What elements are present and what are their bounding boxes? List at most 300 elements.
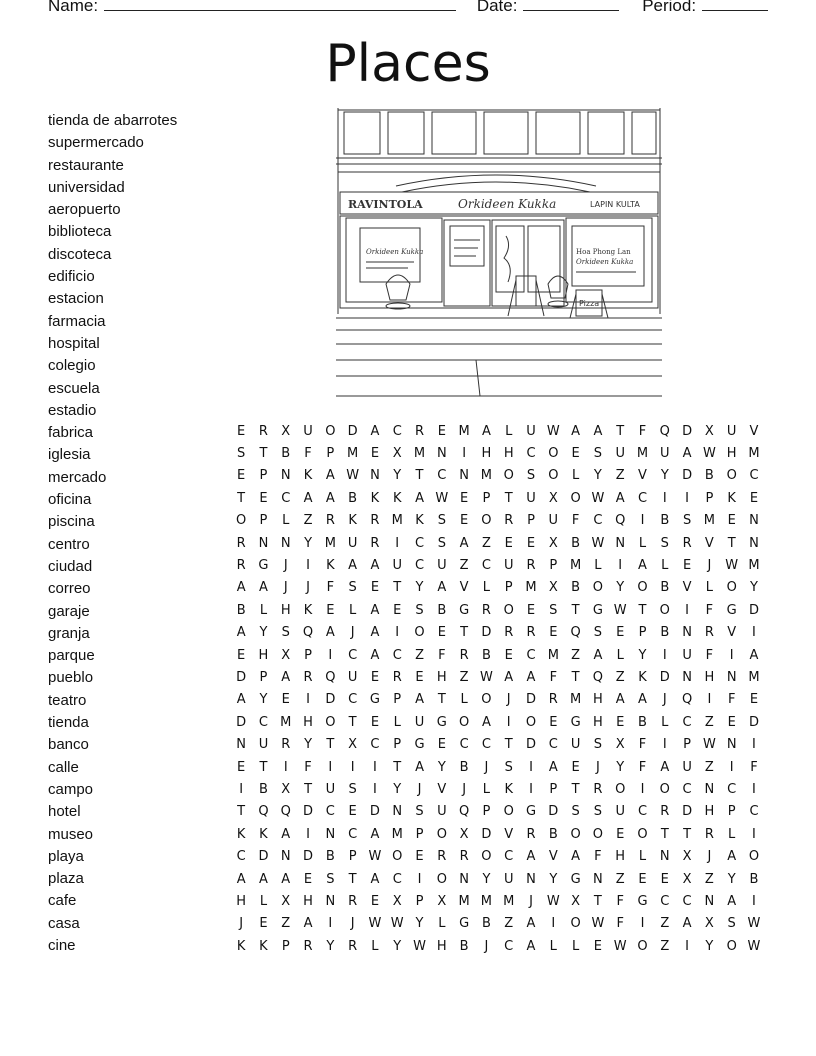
grid-letter-cell[interactable]: N — [615, 535, 626, 551]
grid-letter-cell[interactable]: M — [703, 513, 715, 529]
grid-letter-cell[interactable]: K — [638, 669, 647, 685]
grid-letter-cell[interactable]: G — [637, 893, 648, 909]
grid-letter-cell[interactable]: O — [525, 714, 537, 730]
grid-letter-cell[interactable]: N — [726, 669, 737, 685]
grid-letter-cell[interactable]: I — [395, 535, 400, 551]
grid-letter-cell[interactable]: U — [414, 714, 425, 730]
grid-letter-cell[interactable]: B — [704, 468, 714, 484]
grid-letter-cell[interactable]: M — [347, 446, 359, 462]
grid-letter-cell[interactable]: U — [347, 669, 358, 685]
grid-letter-cell[interactable]: A — [303, 490, 313, 506]
grid-letter-cell[interactable]: X — [548, 535, 558, 551]
grid-letter-cell[interactable]: N — [280, 535, 291, 551]
grid-letter-cell[interactable]: K — [326, 558, 335, 574]
grid-letter-cell[interactable]: D — [748, 602, 759, 618]
grid-letter-cell[interactable]: E — [616, 625, 625, 641]
grid-letter-cell[interactable]: S — [504, 759, 513, 775]
grid-letter-cell[interactable]: S — [593, 446, 603, 462]
grid-letter-cell[interactable]: X — [281, 781, 291, 797]
grid-letter-cell[interactable]: A — [526, 669, 536, 685]
grid-letter-cell[interactable]: I — [685, 602, 689, 618]
grid-letter-cell[interactable]: P — [259, 669, 268, 685]
grid-letter-cell[interactable]: M — [324, 535, 336, 551]
grid-letter-cell[interactable]: I — [306, 826, 310, 842]
grid-letter-cell[interactable]: O — [659, 781, 670, 797]
grid-letter-cell[interactable]: Y — [415, 916, 424, 932]
grid-letter-cell[interactable]: O — [481, 849, 492, 865]
grid-letter-cell[interactable]: A — [682, 916, 692, 932]
grid-letter-cell[interactable]: Z — [704, 871, 714, 887]
grid-letter-cell[interactable]: W — [702, 446, 716, 462]
grid-letter-cell[interactable]: P — [326, 446, 335, 462]
grid-letter-cell[interactable]: J — [707, 558, 712, 574]
grid-letter-cell[interactable]: E — [237, 423, 246, 439]
grid-letter-cell[interactable]: H — [280, 602, 291, 618]
grid-letter-cell[interactable]: S — [526, 468, 536, 484]
grid-letter-cell[interactable]: Z — [504, 916, 514, 932]
grid-letter-cell[interactable]: T — [393, 759, 402, 775]
grid-letter-cell[interactable]: E — [616, 714, 625, 730]
grid-letter-cell[interactable]: H — [593, 714, 603, 730]
grid-letter-cell[interactable]: R — [459, 647, 469, 663]
grid-letter-cell[interactable]: L — [661, 558, 669, 574]
grid-letter-cell[interactable]: O — [325, 714, 336, 730]
grid-letter-cell[interactable]: R — [459, 849, 469, 865]
name-blank-line[interactable] — [104, 0, 456, 11]
grid-letter-cell[interactable]: O — [503, 468, 514, 484]
grid-letter-cell[interactable]: K — [236, 938, 246, 954]
grid-letter-cell[interactable]: B — [638, 714, 647, 730]
grid-letter-cell[interactable]: X — [704, 423, 714, 439]
grid-letter-cell[interactable]: P — [549, 558, 558, 574]
grid-letter-cell[interactable]: B — [459, 938, 469, 954]
grid-letter-cell[interactable]: C — [526, 446, 536, 462]
grid-letter-cell[interactable]: E — [549, 625, 558, 641]
grid-letter-cell[interactable]: A — [638, 558, 647, 574]
grid-letter-cell[interactable]: N — [258, 535, 269, 551]
grid-letter-cell[interactable]: S — [415, 804, 424, 820]
grid-letter-cell[interactable]: O — [503, 804, 514, 820]
grid-letter-cell[interactable]: X — [437, 893, 447, 909]
grid-letter-cell[interactable]: L — [705, 580, 713, 596]
grid-letter-cell[interactable]: K — [415, 513, 424, 529]
grid-letter-cell[interactable]: J — [350, 625, 355, 641]
grid-letter-cell[interactable]: H — [726, 446, 737, 462]
grid-letter-cell[interactable]: A — [370, 602, 380, 618]
grid-letter-cell[interactable]: L — [728, 826, 736, 842]
grid-letter-cell[interactable]: R — [660, 804, 670, 820]
grid-letter-cell[interactable]: O — [436, 871, 447, 887]
grid-letter-cell[interactable]: R — [281, 737, 291, 753]
grid-letter-cell[interactable]: B — [325, 849, 335, 865]
grid-letter-cell[interactable]: Y — [638, 647, 647, 663]
grid-letter-cell[interactable]: S — [682, 513, 692, 529]
grid-letter-cell[interactable]: R — [370, 535, 380, 551]
grid-letter-cell[interactable]: P — [727, 804, 736, 820]
grid-letter-cell[interactable]: Q — [681, 692, 693, 708]
grid-letter-cell[interactable]: L — [505, 423, 513, 439]
grid-letter-cell[interactable]: R — [303, 669, 313, 685]
grid-letter-cell[interactable]: A — [325, 468, 335, 484]
grid-letter-cell[interactable]: N — [436, 446, 447, 462]
grid-letter-cell[interactable]: A — [370, 871, 380, 887]
grid-letter-cell[interactable]: U — [526, 423, 536, 439]
grid-letter-cell[interactable]: C — [660, 893, 670, 909]
grid-letter-cell[interactable]: A — [660, 759, 670, 775]
grid-letter-cell[interactable]: P — [281, 938, 290, 954]
grid-letter-cell[interactable]: S — [593, 804, 603, 820]
grid-letter-cell[interactable]: J — [283, 580, 288, 596]
grid-letter-cell[interactable]: X — [281, 893, 291, 909]
grid-letter-cell[interactable]: Z — [415, 647, 424, 663]
grid-letter-cell[interactable]: M — [280, 714, 292, 730]
grid-letter-cell[interactable]: Z — [704, 714, 714, 730]
grid-letter-cell[interactable]: L — [259, 893, 268, 909]
grid-letter-cell[interactable]: O — [570, 826, 581, 842]
grid-letter-cell[interactable]: O — [481, 513, 492, 529]
grid-letter-cell[interactable]: N — [325, 826, 336, 842]
grid-letter-cell[interactable]: I — [462, 446, 467, 462]
grid-letter-cell[interactable]: E — [303, 871, 313, 887]
grid-letter-cell[interactable]: C — [348, 692, 358, 708]
grid-letter-cell[interactable]: F — [438, 647, 446, 663]
grid-letter-cell[interactable]: M — [569, 558, 582, 574]
grid-letter-cell[interactable]: O — [459, 714, 470, 730]
grid-letter-cell[interactable]: R — [526, 826, 536, 842]
grid-letter-cell[interactable]: T — [571, 781, 580, 797]
grid-letter-cell[interactable]: F — [549, 669, 558, 685]
grid-letter-cell[interactable]: C — [348, 826, 358, 842]
grid-letter-cell[interactable]: R — [348, 893, 358, 909]
grid-letter-cell[interactable]: L — [594, 558, 602, 574]
grid-letter-cell[interactable]: I — [752, 826, 756, 842]
grid-letter-cell[interactable]: X — [281, 647, 291, 663]
grid-letter-cell[interactable]: F — [326, 580, 335, 596]
grid-letter-cell[interactable]: S — [727, 916, 736, 932]
grid-letter-cell[interactable]: D — [236, 714, 247, 730]
grid-letter-cell[interactable]: A — [437, 580, 447, 596]
grid-letter-cell[interactable]: Q — [570, 625, 581, 641]
grid-letter-cell[interactable]: G — [570, 714, 581, 730]
grid-letter-cell[interactable]: O — [726, 938, 737, 954]
grid-letter-cell[interactable]: V — [504, 826, 514, 842]
grid-letter-cell[interactable]: P — [638, 625, 647, 641]
grid-letter-cell[interactable]: E — [660, 871, 669, 887]
grid-letter-cell[interactable]: H — [303, 893, 313, 909]
grid-letter-cell[interactable]: P — [683, 737, 691, 753]
grid-letter-cell[interactable]: F — [594, 849, 602, 865]
grid-letter-cell[interactable]: G — [414, 737, 425, 753]
grid-letter-cell[interactable]: D — [347, 423, 358, 439]
grid-letter-cell[interactable]: Q — [325, 669, 336, 685]
grid-letter-cell[interactable]: Y — [393, 781, 402, 797]
grid-letter-cell[interactable]: N — [392, 804, 403, 820]
grid-letter-cell[interactable]: M — [636, 446, 649, 462]
grid-letter-cell[interactable]: A — [571, 423, 581, 439]
grid-letter-cell[interactable]: U — [660, 446, 670, 462]
grid-letter-cell[interactable]: F — [638, 759, 647, 775]
grid-letter-cell[interactable]: I — [395, 625, 400, 641]
grid-letter-cell[interactable]: U — [392, 558, 402, 574]
grid-letter-cell[interactable]: B — [571, 535, 581, 551]
grid-letter-cell[interactable]: S — [437, 513, 446, 529]
grid-letter-cell[interactable]: I — [729, 759, 734, 775]
grid-letter-cell[interactable]: R — [548, 692, 558, 708]
grid-letter-cell[interactable]: I — [239, 781, 244, 797]
grid-letter-cell[interactable]: E — [370, 446, 380, 462]
grid-letter-cell[interactable]: D — [236, 669, 247, 685]
grid-letter-cell[interactable]: H — [436, 669, 447, 685]
grid-letter-cell[interactable]: K — [370, 490, 380, 506]
grid-letter-cell[interactable]: A — [415, 490, 424, 506]
grid-letter-cell[interactable]: Y — [750, 580, 758, 596]
grid-letter-cell[interactable]: S — [437, 535, 446, 551]
date-field[interactable] — [477, 0, 620, 16]
grid-letter-cell[interactable]: R — [437, 849, 447, 865]
grid-letter-cell[interactable]: Y — [727, 871, 736, 887]
grid-letter-cell[interactable]: A — [236, 871, 246, 887]
grid-letter-cell[interactable]: E — [259, 916, 268, 932]
grid-letter-cell[interactable]: S — [281, 625, 290, 641]
grid-letter-cell[interactable]: D — [526, 737, 537, 753]
grid-letter-cell[interactable]: C — [414, 558, 425, 574]
grid-letter-cell[interactable]: Z — [615, 871, 625, 887]
grid-letter-cell[interactable]: Y — [259, 625, 268, 641]
grid-letter-cell[interactable]: S — [549, 602, 558, 618]
word-search-grid[interactable] — [230, 420, 765, 957]
grid-letter-cell[interactable]: E — [237, 468, 246, 484]
grid-letter-cell[interactable]: M — [525, 580, 537, 596]
grid-letter-cell[interactable]: R — [392, 669, 402, 685]
grid-letter-cell[interactable]: Q — [302, 625, 314, 641]
grid-letter-cell[interactable]: I — [350, 759, 355, 775]
grid-letter-cell[interactable]: Z — [615, 669, 625, 685]
grid-letter-cell[interactable]: U — [615, 804, 625, 820]
grid-letter-cell[interactable]: P — [259, 468, 268, 484]
grid-letter-cell[interactable]: H — [593, 692, 603, 708]
grid-letter-cell[interactable]: S — [348, 781, 357, 797]
grid-letter-cell[interactable]: S — [348, 580, 357, 596]
grid-letter-cell[interactable]: S — [593, 625, 603, 641]
grid-letter-cell[interactable]: R — [704, 625, 714, 641]
grid-letter-cell[interactable]: A — [325, 625, 335, 641]
grid-letter-cell[interactable]: O — [659, 602, 670, 618]
grid-letter-cell[interactable]: D — [325, 692, 336, 708]
grid-letter-cell[interactable]: G — [436, 714, 447, 730]
grid-letter-cell[interactable]: C — [325, 804, 335, 820]
grid-letter-cell[interactable]: J — [707, 849, 712, 865]
grid-letter-cell[interactable]: O — [503, 602, 514, 618]
grid-letter-cell[interactable]: H — [704, 669, 715, 685]
grid-letter-cell[interactable]: E — [504, 647, 513, 663]
grid-letter-cell[interactable]: I — [752, 781, 756, 797]
grid-letter-cell[interactable]: N — [459, 468, 469, 484]
grid-letter-cell[interactable]: T — [259, 446, 268, 462]
period-field[interactable] — [642, 0, 768, 16]
grid-letter-cell[interactable]: I — [506, 714, 511, 730]
grid-letter-cell[interactable]: I — [640, 916, 645, 932]
grid-letter-cell[interactable]: E — [237, 759, 246, 775]
grid-letter-cell[interactable]: I — [618, 558, 623, 574]
grid-letter-cell[interactable]: Z — [459, 558, 469, 574]
grid-letter-cell[interactable]: N — [459, 871, 469, 887]
grid-letter-cell[interactable]: U — [303, 423, 313, 439]
grid-letter-cell[interactable]: E — [348, 804, 357, 820]
grid-letter-cell[interactable]: T — [504, 490, 513, 506]
grid-letter-cell[interactable]: U — [682, 759, 692, 775]
grid-letter-cell[interactable]: B — [481, 647, 491, 663]
grid-letter-cell[interactable]: H — [481, 446, 492, 462]
grid-letter-cell[interactable]: H — [436, 938, 447, 954]
grid-letter-cell[interactable]: X — [459, 826, 469, 842]
grid-letter-cell[interactable]: W — [546, 423, 560, 439]
grid-letter-cell[interactable]: I — [373, 781, 377, 797]
grid-letter-cell[interactable]: O — [548, 468, 559, 484]
grid-letter-cell[interactable]: T — [437, 692, 446, 708]
grid-letter-cell[interactable]: A — [236, 692, 246, 708]
grid-letter-cell[interactable]: T — [326, 737, 335, 753]
grid-letter-cell[interactable]: W — [390, 916, 404, 932]
grid-letter-cell[interactable]: A — [526, 916, 536, 932]
grid-letter-cell[interactable]: W — [613, 938, 627, 954]
grid-letter-cell[interactable]: L — [393, 714, 401, 730]
grid-letter-cell[interactable]: R — [236, 535, 246, 551]
grid-letter-cell[interactable]: W — [702, 737, 716, 753]
grid-letter-cell[interactable]: O — [414, 625, 425, 641]
grid-letter-cell[interactable]: J — [484, 938, 489, 954]
grid-letter-cell[interactable]: A — [370, 423, 380, 439]
grid-letter-cell[interactable]: T — [683, 826, 692, 842]
grid-letter-cell[interactable]: E — [460, 513, 469, 529]
grid-letter-cell[interactable]: A — [370, 558, 380, 574]
grid-letter-cell[interactable]: I — [529, 781, 533, 797]
grid-letter-cell[interactable]: E — [415, 849, 424, 865]
grid-letter-cell[interactable]: C — [392, 423, 402, 439]
grid-letter-cell[interactable]: E — [571, 446, 580, 462]
grid-letter-cell[interactable]: C — [414, 535, 425, 551]
grid-letter-cell[interactable]: E — [259, 490, 268, 506]
grid-letter-cell[interactable]: A — [281, 669, 291, 685]
grid-letter-cell[interactable]: D — [258, 849, 269, 865]
grid-letter-cell[interactable]: C — [682, 714, 692, 730]
grid-letter-cell[interactable]: N — [236, 737, 247, 753]
grid-letter-cell[interactable]: Y — [705, 938, 714, 954]
grid-letter-cell[interactable]: B — [548, 826, 558, 842]
grid-letter-cell[interactable]: X — [615, 737, 625, 753]
grid-letter-cell[interactable]: R — [303, 938, 313, 954]
grid-letter-cell[interactable]: L — [638, 535, 647, 551]
grid-letter-cell[interactable]: R — [325, 513, 335, 529]
grid-letter-cell[interactable]: X — [682, 871, 692, 887]
grid-letter-cell[interactable]: K — [727, 490, 736, 506]
grid-letter-cell[interactable]: C — [392, 647, 402, 663]
grid-letter-cell[interactable]: Y — [616, 759, 625, 775]
grid-letter-cell[interactable]: M — [748, 558, 760, 574]
grid-letter-cell[interactable]: L — [571, 938, 580, 954]
grid-letter-cell[interactable]: P — [348, 849, 357, 865]
grid-letter-cell[interactable]: O — [726, 468, 737, 484]
grid-letter-cell[interactable]: T — [616, 423, 625, 439]
grid-letter-cell[interactable]: M — [391, 826, 403, 842]
grid-letter-cell[interactable]: W — [725, 558, 739, 574]
grid-letter-cell[interactable]: X — [392, 893, 402, 909]
grid-letter-cell[interactable]: K — [236, 826, 246, 842]
grid-letter-cell[interactable]: E — [616, 826, 625, 842]
grid-letter-cell[interactable]: N — [325, 893, 336, 909]
grid-letter-cell[interactable]: P — [415, 826, 424, 842]
grid-letter-cell[interactable]: E — [393, 602, 402, 618]
grid-letter-cell[interactable]: O — [325, 423, 336, 439]
grid-letter-cell[interactable]: D — [682, 423, 693, 439]
grid-letter-cell[interactable]: E — [526, 602, 536, 618]
grid-letter-cell[interactable]: E — [504, 535, 513, 551]
grid-letter-cell[interactable]: V — [548, 849, 558, 865]
grid-letter-cell[interactable]: A — [370, 647, 380, 663]
grid-letter-cell[interactable]: Q — [615, 513, 626, 529]
grid-letter-cell[interactable]: I — [662, 647, 667, 663]
grid-letter-cell[interactable]: N — [659, 849, 670, 865]
grid-letter-cell[interactable]: S — [237, 446, 246, 462]
grid-letter-cell[interactable]: G — [592, 602, 603, 618]
grid-letter-cell[interactable]: K — [504, 781, 513, 797]
grid-letter-cell[interactable]: F — [616, 893, 624, 909]
grid-letter-cell[interactable]: I — [662, 737, 667, 753]
grid-letter-cell[interactable]: C — [637, 804, 648, 820]
grid-letter-cell[interactable]: H — [503, 446, 514, 462]
grid-letter-cell[interactable]: M — [748, 669, 760, 685]
grid-letter-cell[interactable]: A — [504, 669, 514, 685]
grid-letter-cell[interactable]: J — [595, 759, 600, 775]
grid-letter-cell[interactable]: W — [613, 602, 627, 618]
grid-letter-cell[interactable]: D — [548, 804, 559, 820]
grid-letter-cell[interactable]: C — [392, 871, 402, 887]
grid-letter-cell[interactable]: R — [682, 535, 692, 551]
grid-letter-cell[interactable]: V — [727, 625, 737, 641]
grid-letter-cell[interactable]: W — [346, 468, 360, 484]
grid-letter-cell[interactable]: P — [259, 513, 268, 529]
grid-letter-cell[interactable]: Y — [304, 737, 313, 753]
grid-letter-cell[interactable]: Y — [393, 938, 402, 954]
grid-letter-cell[interactable]: Y — [393, 468, 402, 484]
grid-letter-cell[interactable]: Y — [304, 535, 313, 551]
grid-letter-cell[interactable]: U — [437, 804, 447, 820]
grid-letter-cell[interactable]: P — [504, 580, 513, 596]
grid-letter-cell[interactable]: A — [481, 714, 491, 730]
grid-letter-cell[interactable]: J — [350, 916, 355, 932]
grid-letter-cell[interactable]: Z — [615, 468, 625, 484]
grid-letter-cell[interactable]: O — [637, 826, 648, 842]
grid-letter-cell[interactable]: A — [682, 446, 692, 462]
grid-letter-cell[interactable]: A — [281, 826, 291, 842]
grid-letter-cell[interactable]: T — [638, 602, 647, 618]
grid-letter-cell[interactable]: I — [752, 625, 756, 641]
grid-letter-cell[interactable]: R — [526, 558, 536, 574]
grid-letter-cell[interactable]: L — [661, 714, 669, 730]
grid-letter-cell[interactable]: F — [304, 446, 312, 462]
grid-letter-cell[interactable]: E — [370, 580, 380, 596]
grid-letter-cell[interactable]: A — [281, 871, 291, 887]
grid-letter-cell[interactable]: H — [704, 804, 715, 820]
grid-letter-cell[interactable]: O — [748, 849, 760, 865]
grid-letter-cell[interactable]: M — [480, 893, 493, 909]
grid-letter-cell[interactable]: M — [569, 692, 582, 708]
grid-letter-cell[interactable]: N — [682, 625, 692, 641]
grid-letter-cell[interactable]: I — [328, 916, 333, 932]
grid-letter-cell[interactable]: M — [391, 513, 403, 529]
grid-letter-cell[interactable]: C — [481, 737, 491, 753]
date-blank-line[interactable] — [523, 0, 619, 11]
grid-letter-cell[interactable]: T — [571, 602, 580, 618]
